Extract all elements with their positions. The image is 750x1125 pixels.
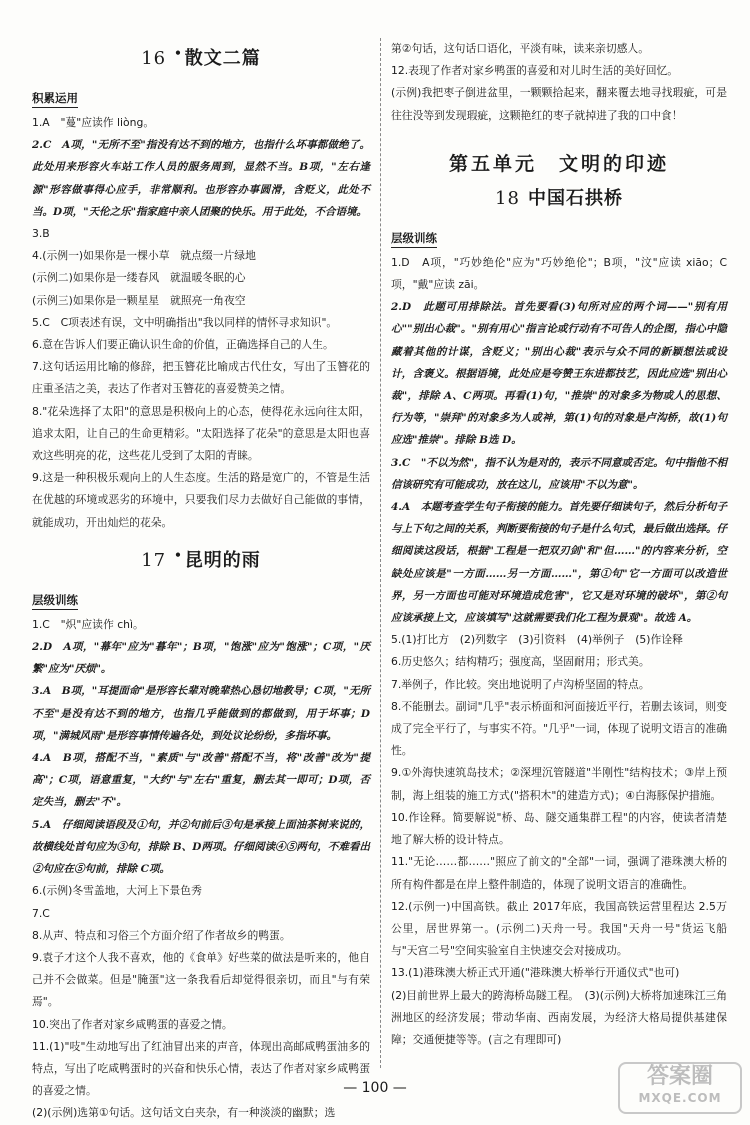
- watermark-logo: [618, 1062, 742, 1114]
- answer-item: (2)(示例)选第①句话。这句话文白夹杂，有一种淡淡的幽默；选: [32, 1106, 336, 1120]
- answer-item: 6.意在告诉人们要正确认识生命的价值，正确选择自己的人生。: [32, 338, 334, 352]
- answer-item: 1.A "蔓"应读作 liòng。: [32, 116, 155, 129]
- answer-item: 8.从声、特点和习俗三个方面介绍了作者故乡的鸭蛋。: [32, 928, 291, 942]
- unit-title: 第五单元 文明的印迹: [448, 152, 669, 175]
- answer-item: 12.表现了作者对家乡鸭蛋的喜爱和对儿时生活的美好回忆。: [391, 64, 679, 78]
- answer-item: 8."花朵选择了太阳"的意思是积极向上的心态，使得花永远向往太阳，追求太阳，让自己的生命更精彩。"太阳选择了花朵"的意思是太阳也喜欢这些明亮的花，这些花儿受到了太阳的青睐。: [32, 404, 370, 463]
- answer-item: 12.(示例一)中国高铁。截止 2017年底，我国高铁运营里程达 2.5万公里，居世界第一。(示例二)天舟一号。我国"天舟一号"货运飞船与"天宫二号"空间实验室自主快速交会对接成功。: [391, 899, 727, 958]
- answer-item: 5.(1)打比方 (2)列数字 (3)引资料 (4)举例子 (5)作诠释: [391, 633, 683, 647]
- answer-item: 4.A 本题考查学生句子衔接的能力。首先要仔细读句子，然后分析句子与上下句之间的关系，判断要衔接的句子是什么句式，最后做出选择。仔细阅读这段话，根据"工程是一把双刃剑"和"但……"的内容来分析，空缺处应该是"一方面……另一方面……"，第①句"它一方面可以改造世界，另一方面也可能对环境造成危害"，它又是对环境的破坏"，第②句应该承接上文，应该填写"这就需要我们化工程为景观"。故选 A。: [391, 501, 727, 625]
- answer-item: 第②句话，这句话口语化，平淡有味，读来亲切感人。: [391, 42, 650, 55]
- answer-item: (示例)我把枣子倒进盆里，一颗颗拾起来，翻来覆去地寻找瑕疵，可是往往没等到发现瑕疵，这颗艳红的枣子就掉进了我的口中食！: [391, 86, 727, 122]
- section-header: 层级训练: [32, 592, 78, 610]
- answer-item: 7.举例子，作比较。突出地说明了卢沟桥坚固的特点。: [391, 677, 650, 691]
- answer-item: 1.C "炽"应读作 chì。: [32, 617, 144, 631]
- answer-list: [32, 614, 370, 1125]
- answer-list: [391, 38, 727, 127]
- answer-item: 5.A 仔细阅读语段及①句，并②句前后③句是承接上面油茶树来说的，故横线处首句应为③句，排除 B、D两项。仔细阅读④⑤两句，不难看出②句应在⑤句前，排除 C项。: [32, 818, 370, 876]
- answer-item: 4.(示例一)如果你是一棵小草 就点缀一片绿地: [32, 249, 256, 263]
- watermark-url: MXQE.COM: [638, 1091, 722, 1105]
- answer-item: 3.A B项，"耳提面命"是形容长辈对晚辈热心恳切地教导；C项，"无所不至"是没有达不到的地方，也指几乎能做到的都做到，用于坏事；D项，"满城风雨"是形容事情传遍各处，到处议论纷纷，多指坏事。: [32, 685, 370, 742]
- lesson-name: 中国石拱桥: [527, 187, 623, 209]
- section-header: 层级训练: [391, 230, 437, 248]
- answer-item: 13.(1)港珠澳大桥正式开通("港珠澳大桥举行开通仪式"也可): [391, 966, 680, 980]
- answer-item: 6.历史悠久；结构精巧；强度高，坚固耐用；形式美。: [391, 655, 650, 669]
- answer-item: 10.突出了作者对家乡咸鸭蛋的喜爱之情。: [32, 1017, 233, 1031]
- right-column: [391, 38, 727, 1051]
- lesson-name: 昆明的雨: [184, 549, 261, 571]
- answer-item: (示例二)如果你是一缕春风 就温暖冬眠的心: [32, 271, 246, 285]
- answer-item: 11."无论……都……"照应了前文的"全部"一词，强调了港珠澳大桥的所有构件都是在岸上整件制造的，体现了说明文语言的准确性。: [391, 855, 727, 891]
- answer-item: (示例三)如果你是一颗星星 就照亮一角夜空: [32, 293, 246, 307]
- answer-item: 7.C: [32, 906, 50, 920]
- answer-list: [391, 252, 727, 1051]
- answer-item: 2.D A项，"幕年"应为"暮年"；B项，"饱涨"应为"饱涨"；C项，"厌繁"应为"厌烦"。: [32, 641, 370, 676]
- lesson-18-title: [391, 184, 727, 210]
- column-divider: [380, 38, 382, 1068]
- answer-item: 7.这句话运用比喻的修辞，把玉簪花比喻成古代仕女，写出了玉簪花的庄重圣洁之美，表达了作者对玉簪花的喜爱赞美之情。: [32, 360, 370, 396]
- answer-item: 8.不能删去。副词"几乎"表示桥面和河面接近平行，若删去该词，则变成了完全平行了，与事实不符。"几乎"一词，体现了说明文语言的准确性。: [391, 699, 727, 758]
- watermark-text: 答案圈: [646, 1064, 713, 1089]
- answer-item: 9.这是一种积极乐观向上的人生态度。生活的路是宽广的，不管是生活在优越的环境或恶劣的环境中，只要我们尽力去做好自己能做的事情，就能成功，开出灿烂的花朵。: [32, 471, 370, 529]
- page-number: — 100 —: [343, 1080, 407, 1096]
- section-header: 积累运用: [32, 90, 78, 108]
- answer-item: 3.C "不以为然"，指不认为是对的，表示不同意或否定。句中指他不相信该研究有可能成功，放在这儿，应该用"不以为意"。: [391, 456, 727, 491]
- answer-item: 10.作诠释。简要解说"桥、岛、隧交通集群工程"的内容，使读者清楚地了解大桥的设计特点。: [391, 810, 727, 847]
- answer-list: [32, 112, 370, 534]
- answer-item: 4.A B项，搭配不当，"素质"与"改善"搭配不当，将"改善"改为"提高"；C项，语意重复，"大约"与"左右"重复，删去其一即可；D项，否定失当，删去"不"。: [32, 752, 370, 809]
- answer-item: 2.D 此题可用排除法。首先要看(3)句所对应的两个词——"别有用心""别出心裁"。"别有用心"指言论或行动有不可告人的企图，指心中隐藏着其他的计谋，含贬义；"别出心裁"表示与众不同的新颖想法或设计，含褒义。根据语境，此处应是夸赞王东进都技艺，因此应选"别出心裁"，排除 A、C两项。再看(1)句，"推崇"的对象多为物或人的思想、行为等，"崇拜"的对象多为人或神，第(1)句的对象是卢沟桥，故(1)句应选"推崇"。排除 B选 D。: [391, 301, 727, 447]
- answer-item: 1.D A项，"巧妙绝伦"应为"巧妙绝伦"；B项，"汶"应读 xiāo；C项，"戴"应读 zāi。: [391, 255, 727, 292]
- lesson-16-title: 16 • 散文二篇: [141, 46, 261, 69]
- lesson-name: 散文二篇: [184, 48, 261, 69]
- lesson-17-title: 17 • 昆明的雨: [141, 547, 261, 571]
- lesson-number: 18: [495, 187, 520, 209]
- answer-item: 11.(1)"吱"生动地写出了红油冒出来的声音，体现出高邮咸鸭蛋油多的特点，写出了吃咸鸭蛋时的兴奋和快乐心情，表达了作者对家乡咸鸭蛋的喜爱之情。: [32, 1039, 370, 1098]
- answer-item: 5.C C项表述有误，文中明确指出"我以同样的情怀寻求知识"。: [32, 315, 338, 329]
- lesson-number: 16: [141, 48, 167, 69]
- lesson-number: 17: [141, 549, 167, 571]
- answer-item: 9.①外海快速筑岛技术；②深埋沉管隧道"半刚性"结构技术；③岸上预制，海上组装的施工方式("搭积木"的建造方式)；④白海豚保护措施。: [391, 766, 727, 802]
- answer-item: (2)目前世界上最大的跨海桥岛隧工程。 (3)(示例)大桥将加速珠江三角洲地区的经济发展；带动华南、西南发展，为经济大格局提供基建保障；交通便捷等等。(言之有理即可): [391, 988, 727, 1046]
- answer-item: 2.C A项，"无所不至"指没有达不到的地方，也指什么坏事都做绝了。此处用来形容火车站工作人员的服务周到，显然不当。B项，"左右逢源"形容做事得心应手，非常顺利。也形容办事圆滑，含贬义，此处不当。D项，"天伦之乐"指家庭中亲人团聚的快乐。用于此处，不合语境。: [32, 139, 370, 218]
- answer-item: 9.袁子才这个人我不喜欢，他的《食单》好些菜的做法是听来的，他自己并不会做菜。但是"腌蛋"这一条我看后却觉得很亲切，而且"与有荣焉"。: [32, 950, 370, 1009]
- answer-item: 3.B: [32, 227, 50, 241]
- left-column: [32, 38, 370, 1125]
- answer-item: 6.(示例)冬雪盖地，大河上下景色秀: [32, 884, 202, 898]
